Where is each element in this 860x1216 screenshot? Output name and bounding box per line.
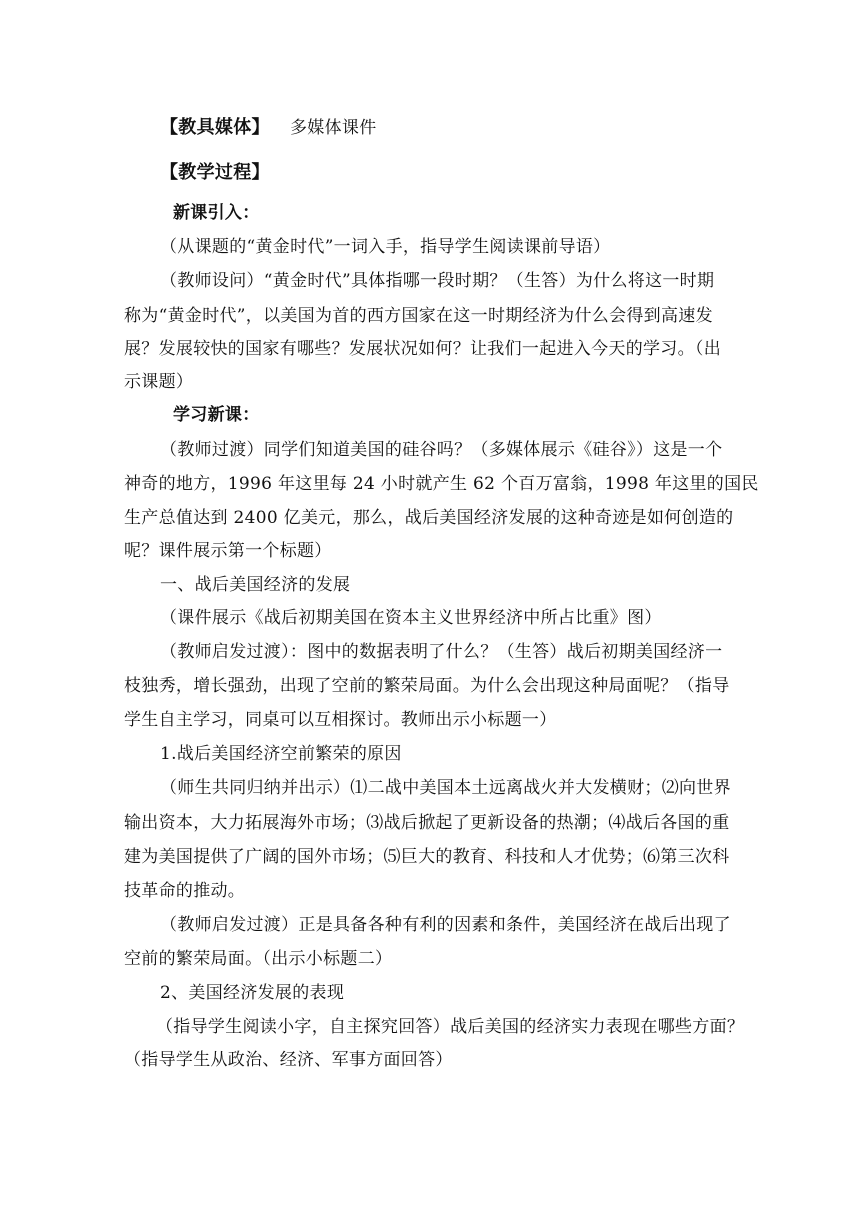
section-title-1: 一、战后美国经济的发展 (160, 575, 351, 595)
teaching-media-label: 【教具媒体】 (160, 117, 270, 138)
guide-paragraph-1-line-2: 枝独秀，增长强劲，出现了空前的繁荣局面。为什么会出现这种局面呢？（指导 (124, 676, 730, 696)
courseware-display: （课件展示《战后初期美国在资本主义世界经济中所占比重》图） (160, 608, 662, 628)
intro-paragraph-2-line-2: 称为“黄金时代”，以美国为首的西方国家在这一时期经济为什么会得到高速发 (124, 306, 713, 326)
guide-paragraph-2-line-1: （教师启发过渡）正是具备各种有利的因素和条件，美国经济在战后出现了 (160, 915, 731, 935)
guide-paragraph-1-line-3: 学生自主学习，同桌可以互相探讨。教师出示小标题一） (124, 710, 557, 730)
subsection-title-1: 1.战后美国经济空前繁荣的原因 (160, 744, 402, 764)
study-paragraph-line-1: （教师过渡）同学们知道美国的硅谷吗？（多媒体展示《硅谷》）这是一个 (160, 440, 723, 460)
reasons-line-4: 技革命的推动。 (124, 881, 246, 901)
reasons-line-3: 建为美国提供了广阔的国外市场；⑸巨大的教育、科技和人才优势；⑹第三次科 (124, 847, 730, 867)
study-paragraph-line-3: 生产总值达到 2400 亿美元，那么，战后美国经济发展的这种奇迹是如何创造的 (124, 508, 734, 528)
intro-heading: 新课引入： (173, 203, 260, 223)
subsection-title-2: 2、美国经济发展的表现 (160, 983, 345, 1003)
study-paragraph-line-2: 神奇的地方，1996 年这里每 24 小时就产生 62 个百万富翁，1998 年这里的国民 (124, 474, 759, 494)
study-paragraph-line-4: 呢？课件展示第一个标题） (124, 541, 332, 561)
intro-paragraph-1: （从课题的“黄金时代”一词入手，指导学生阅读课前导语） (160, 237, 611, 257)
reasons-line-2: 输出资本，大力拓展海外市场；⑶战后掀起了更新设备的热潮；⑷战后各国的重 (124, 813, 730, 833)
intro-paragraph-2-line-4: 示课题） (124, 372, 194, 392)
reasons-line-1: （师生共同归纳并出示）⑴二战中美国本土远离战火并大发横财；⑵向世界 (160, 778, 731, 798)
guide-paragraph-2-line-2: 空前的繁荣局面。（出示小标题二） (124, 949, 393, 969)
guide-paragraph-3-line-1: （指导学生阅读小字，自主探究回答）战后美国的经济实力表现在哪些方面？ (156, 1017, 745, 1037)
teaching-process-label: 【教学过程】 (160, 162, 270, 183)
intro-paragraph-2-line-1: （教师设问）“黄金时代”具体指哪一段时期？（生答）为什么将这一时期 (160, 271, 715, 291)
intro-paragraph-2-line-3: 展？发展较快的国家有哪些？发展状况如何？让我们一起进入今天的学习。（出 (124, 339, 721, 359)
guide-paragraph-3-line-2: （指导学生从政治、经济、军事方面回答） (124, 1050, 453, 1070)
teaching-media-value: 多媒体课件 (290, 118, 377, 138)
guide-paragraph-1-line-1: （教师启发过渡）：图中的数据表明了什么？（生答）战后初期美国经济一 (160, 642, 723, 662)
study-heading: 学习新课： (173, 405, 260, 425)
